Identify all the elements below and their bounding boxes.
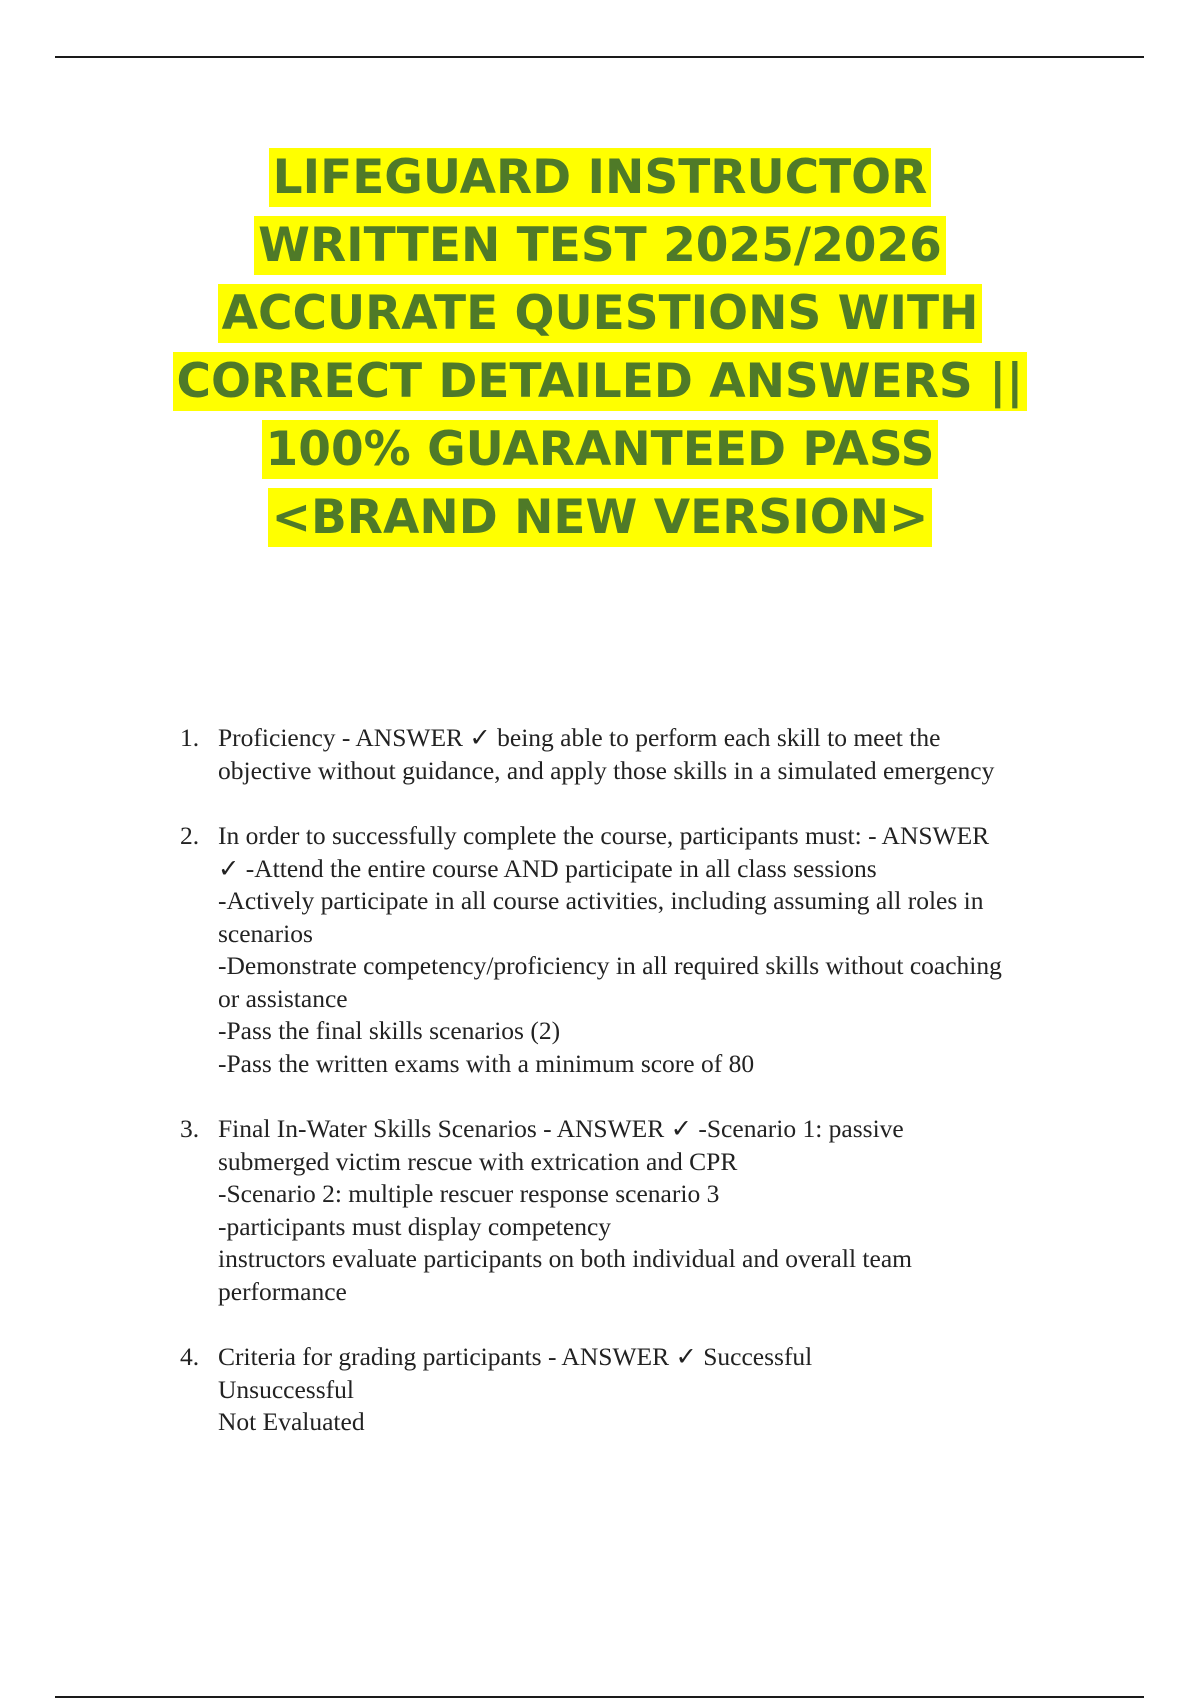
question-answer-text: Proficiency - ANSWER ✓ being able to perform each skill to meet the objective without guidance, and apply those skills in a simulated emergency — [218, 723, 995, 785]
question-answer-text: In order to successfully complete the course, participants must: - ANSWER ✓ -Attend the entire course AND participate in all class sessions -Actively participate in all course activities, including assuming all roles in scenarios -Demonstrate competency/proficiency in all required skills without coaching or assistance -Pass the final skills scenarios (2) -Pass the written exams with a minimum score of 80 — [218, 821, 1002, 1078]
title-line: WRITTEN TEST 2025/2026 — [0, 212, 1200, 280]
title-line: ACCURATE QUESTIONS WITH — [0, 280, 1200, 348]
question-number: 2. — [180, 821, 200, 850]
top-rule — [55, 56, 1144, 58]
question-list — [180, 722, 1100, 1472]
question-number: 4. — [180, 1342, 200, 1371]
document-title — [0, 144, 1200, 552]
title-line: CORRECT DETAILED ANSWERS || — [0, 348, 1200, 416]
question-item — [180, 820, 1100, 1080]
question-item — [180, 722, 1100, 787]
question-answer-text: Final In-Water Skills Scenarios - ANSWER ✓ -Scenario 1: passive submerged victim rescue with extrication and CPR -Scenario 2: multiple rescuer response scenario 3 -participants must display competency instructors evaluate participants on both individual and overall team performance — [218, 1114, 912, 1306]
bottom-rule — [55, 1696, 1144, 1698]
title-line: <BRAND NEW VERSION> — [0, 484, 1200, 552]
question-item — [180, 1341, 1100, 1439]
title-line: LIFEGUARD INSTRUCTOR — [0, 144, 1200, 212]
title-line: 100% GUARANTEED PASS — [0, 416, 1200, 484]
question-number: 3. — [180, 1114, 200, 1143]
question-number: 1. — [180, 723, 200, 752]
question-answer-text: Criteria for grading participants - ANSWER ✓ Successful Unsuccessful Not Evaluated — [218, 1342, 813, 1436]
question-item — [180, 1113, 1100, 1308]
